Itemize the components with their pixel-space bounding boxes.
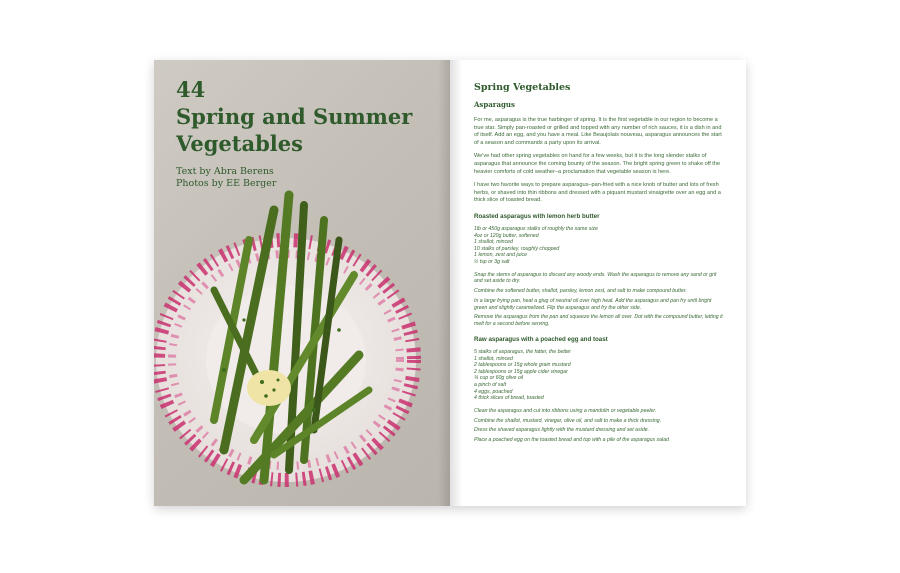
ingredient: 4oz or 120g butter, softened — [474, 232, 539, 239]
recipe-step: Dress the shaved asparagus lightly with the mustard dressing and set aside. — [474, 427, 650, 434]
intro-paragraph: We've had other spring vegetables on hand for a few weeks, but it is the long slender stalks of asparagus that announce the coming bounty of the season. The bright spring green to shake off the heavier comforts of cold weather–a proclamation that vegetable season is here. — [474, 153, 721, 175]
magazine-spread — [154, 60, 746, 506]
intro-paragraph: I have two favorite ways to prepare asparagus–pan-fried with a nice knob of butter and lots of fresh herbs, or shaved into thin ribbons and dressed with a piquant mustard vinaigrette over an egg and a thick slice of toasted bread. — [474, 182, 721, 204]
title-line: Spring and Summer — [176, 104, 413, 129]
ingredient: 4 thick slices of bread, toasted — [474, 395, 544, 402]
ingredient: 1 shallot, minced — [474, 355, 513, 362]
ingredient: 1 shallot, minced — [474, 239, 513, 246]
issue-number: 44 — [176, 77, 206, 102]
recipe-title: Roasted asparagus with lemon herb butter — [474, 212, 600, 220]
recipe-step: Clean the asparagus and cut into ribbons using a mandolin or vegetable peeler. — [474, 407, 657, 414]
ingredient-list — [474, 226, 724, 266]
ingredient: 4 eggs, poached — [474, 388, 513, 395]
recipe-step: Snap the stems of asparagus to discard any woody ends. Wash the asparagus to remove any sand or grit and set aside to dry. — [474, 271, 717, 285]
article-page — [450, 60, 746, 506]
ingredient: 5 stalks of asparagus, the fatter, the better — [474, 349, 571, 356]
ingredient: 10 stalks of parsley, roughly chopped — [474, 245, 560, 252]
recipe-step: Remove the asparagus from the pan and squeeze the lemon all over. Dot with the compound butter, letting it melt for a second before serving. — [474, 314, 723, 328]
asparagus-plate-photo — [154, 180, 450, 506]
photo-credit: Photos by EE Berger — [176, 178, 277, 189]
ingredient: 1lb or 450g asparagus stalks of roughly the same size — [474, 225, 598, 232]
ingredient: ¼ cup or 60g olive oil — [474, 375, 524, 382]
section-title: Spring Vegetables — [474, 82, 571, 93]
cover-title — [176, 76, 412, 157]
recipe-title: Raw asparagus with a poached egg and toast — [474, 336, 608, 344]
ingredient-list — [474, 349, 724, 402]
ingredient: a pinch of salt — [474, 382, 507, 389]
recipe-step: Combine the softened butter, shallot, parsley, lemon zest, and salt to make compound butter. — [474, 288, 687, 295]
subsection-title: Asparagus — [474, 100, 515, 109]
ingredient: ½ tsp or 3g salt — [474, 258, 510, 265]
ingredient: 2 tablespoons or 15g apple cider vinegar — [474, 368, 568, 375]
recipe-step: Place a poached egg on the toasted bread and top with a pile of the asparagus salad — [474, 437, 669, 444]
intro-paragraph: For me, asparagus is the true harbinger of spring. It is the first vegetable in our region to become a true star. Simply pan-roasted or grilled and topped with any number of rich sauces, it is a dish in and of itself. Add an egg, and you have a meal. Like Beaujolais nouveau, asparagus announces the start of a season and commands a party upon its arrival. — [474, 117, 722, 146]
recipe-step: In a large frying pan, heat a glug of neutral oil over high heat. Add the asparagus and pan fry until bright green and slightly caramelized. Flip the asparagus and fry the other side. — [474, 297, 712, 311]
article-content — [474, 82, 724, 447]
ingredient: 1 lemon, zest and juice — [474, 252, 528, 259]
recipe-step: Combine the shallot, mustard, vinegar, olive oil, and salt to make a thick dressing. — [474, 417, 662, 424]
title-line: Vegetables — [176, 131, 303, 156]
ingredient: 2 tablespoons or 15g whole grain mustard — [474, 362, 571, 369]
herb-butter — [247, 370, 291, 406]
text-credit: Text by Abra Berens — [176, 166, 274, 177]
cover-page — [154, 60, 450, 506]
